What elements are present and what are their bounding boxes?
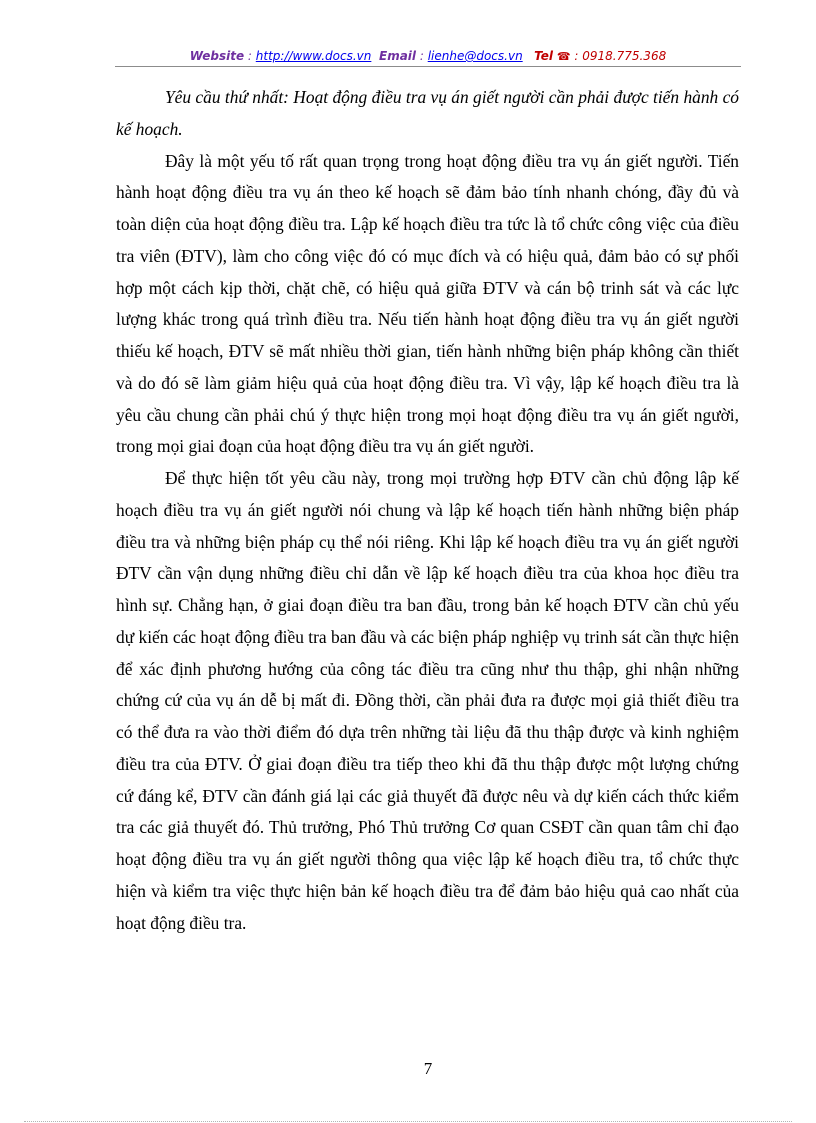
tel-label: Tel [534, 49, 554, 63]
page-bottom-border [24, 1121, 792, 1122]
header-divider [115, 66, 741, 67]
document-body [116, 82, 739, 939]
website-link[interactable]: http://www.docs.vn [255, 49, 372, 63]
body-paragraph-2: Để thực hiện tốt yêu cầu này, trong mọi trường hợp ĐTV cần chủ động lập kế hoạch điều tra vụ án giết người nói chung và lập kế hoạch tiến hành những biện pháp điều tra và những biện pháp cụ thể nói riêng. Khi lập kế hoạch điều tra vụ án giết người ĐTV cần vận dụng những điều chỉ dẫn về lập kế hoạch điều tra của khoa học điều tra hình sự. Chẳng hạn, ở giai đoạn điều tra ban đầu, trong bản kế hoạch ĐTV cần chủ yếu dự kiến các hoạt động điều tra ban đầu và các biện pháp nghiệp vụ trinh sát cần thực hiện để xác định phương hướng của công tác điều tra cũng như thu thập, ghi nhận những chứng cứ của vụ án dễ bị mất đi. Đồng thời, cần phải đưa ra được mọi giả thiết điều tra có thể đưa ra vào thời điểm đó dựa trên những tài liệu đã thu thập được và kinh nghiệm điều tra của ĐTV. Ở giai đoạn điều tra tiếp theo khi đã thu thập được một lượng chứng cứ đáng kể, ĐTV cần đánh giá lại các giả thuyết đã được nêu và dự kiến cách thức kiểm tra các giả thuyết đó. Thủ trưởng, Phó Thủ trưởng Cơ quan CSĐT cần quan tâm chỉ đạo hoạt động điều tra vụ án giết người thông qua việc lập kế hoạch điều tra, tổ chức thực hiện và kiểm tra việc thực hiện bản kế hoạch điều tra để đảm bảo hiệu quả cao nhất của hoạt động điều tra. [116, 468, 739, 933]
phone-icon: ☎ [556, 50, 571, 63]
requirement-heading: Yêu cầu thứ nhất: Hoạt động điều tra vụ án giết người cần phải được tiến hành có kế hoạch. [116, 87, 739, 139]
email-link[interactable]: lienhe@docs.vn [427, 49, 523, 63]
page-header [115, 47, 741, 67]
body-paragraph-1: Đây là một yếu tố rất quan trọng trong hoạt động điều tra vụ án giết người. Tiến hành hoạt động điều tra vụ án theo kế hoạch sẽ đảm bảo tính nhanh chóng, đầy đủ và toàn diện của hoạt động điều tra. Lập kế hoạch điều tra tức là tổ chức công việc của điều tra viên (ĐTV), làm cho công việc đó có mục đích và có hiệu quả, đảm bảo có sự phối hợp một cách kịp thời, chặt chẽ, có hiệu quả giữa ĐTV và cán bộ trinh sát và các lực lượng khác trong quá trình điều tra. Nếu tiến hành hoạt động điều tra vụ án giết người thiếu kế hoạch, ĐTV sẽ mất nhiều thời gian, tiến hành những biện pháp không cần thiết và do đó sẽ làm giảm hiệu quả của hoạt động điều tra. Vì vậy, lập kế hoạch điều tra là yêu cầu chung cần phải chú ý thực hiện trong mọi hoạt động điều tra vụ án giết người, trong mọi giai đoạn của hoạt động điều tra vụ án giết người. [116, 150, 739, 457]
page-number: 7 [423, 1059, 433, 1078]
tel-value: : 0918.775.368 [570, 49, 667, 63]
email-separator: : [416, 49, 428, 63]
email-label: Email [379, 49, 417, 63]
website-label: Website [189, 49, 245, 63]
website-separator: : [244, 49, 256, 63]
